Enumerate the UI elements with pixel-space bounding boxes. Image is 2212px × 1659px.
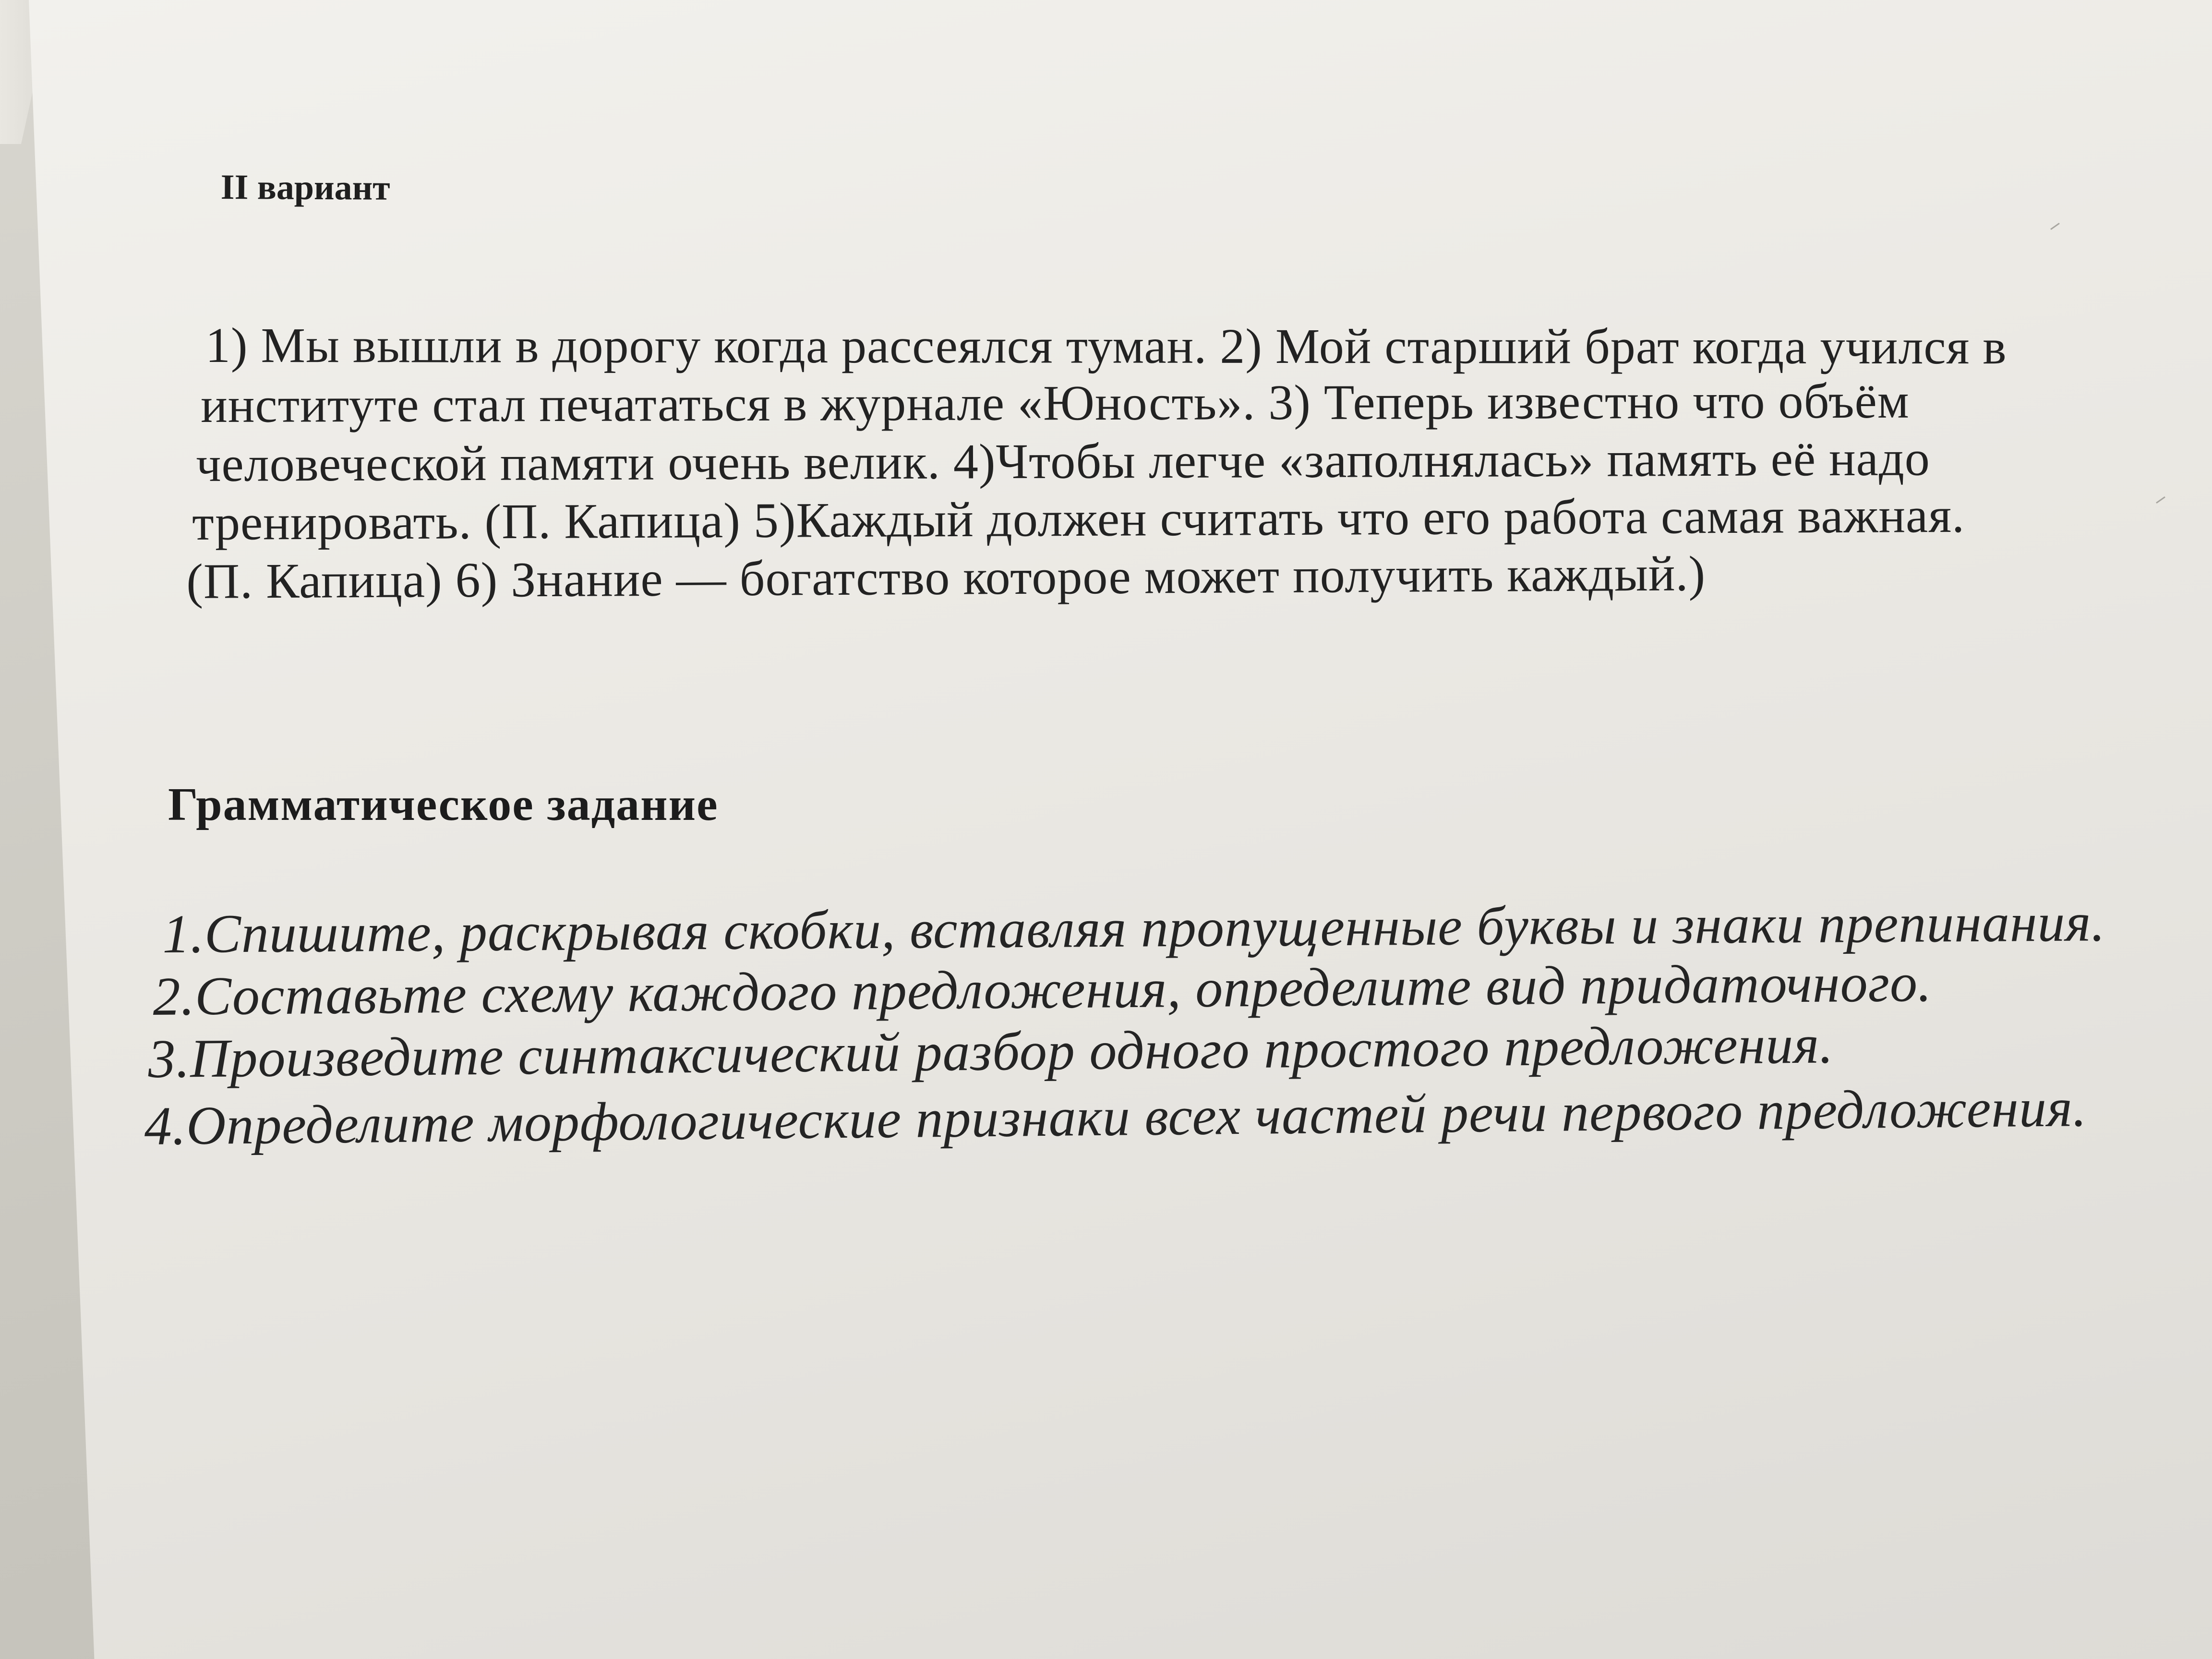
variant-title: II вариант — [220, 168, 390, 208]
paper-mark — [2156, 496, 2165, 504]
text-line-3: человеческой памяти очень велик. 4)Чтобы легче «заполнялась» память её надо — [196, 431, 1930, 492]
text-line-1: 1) Мы вышли в дорогу когда рассеялся туман. 2) Мой старший брат когда учился в — [205, 318, 2007, 375]
paper-mark — [2050, 223, 2060, 230]
text-line-4: тренировать. (П. Капица) 5)Каждый должен считать что его работа самая важная. — [192, 487, 1965, 551]
task-item-4: 4.Определите морфологические признаки всех частей речи первого предложения. — [144, 1077, 2087, 1156]
text-line-5: (П. Капица) 6) Знание — богатство которое может получить каждый.) — [186, 546, 1706, 609]
task-item-3: 3.Произведите синтаксический разбор одного простого предложения. — [148, 1013, 1834, 1089]
grammar-heading: Грамматическое задание — [168, 779, 719, 830]
task-item-1: 1.Спишите, раскрывая скобки, вставляя пропущенные буквы и знаки препинания. — [162, 891, 2106, 964]
task-item-2: 2.Составьте схему каждого предложения, определите вид придаточного. — [153, 951, 1932, 1027]
text-line-2: институте стал печататься в журнале «Юность». 3) Теперь известно что объём — [201, 373, 1910, 433]
